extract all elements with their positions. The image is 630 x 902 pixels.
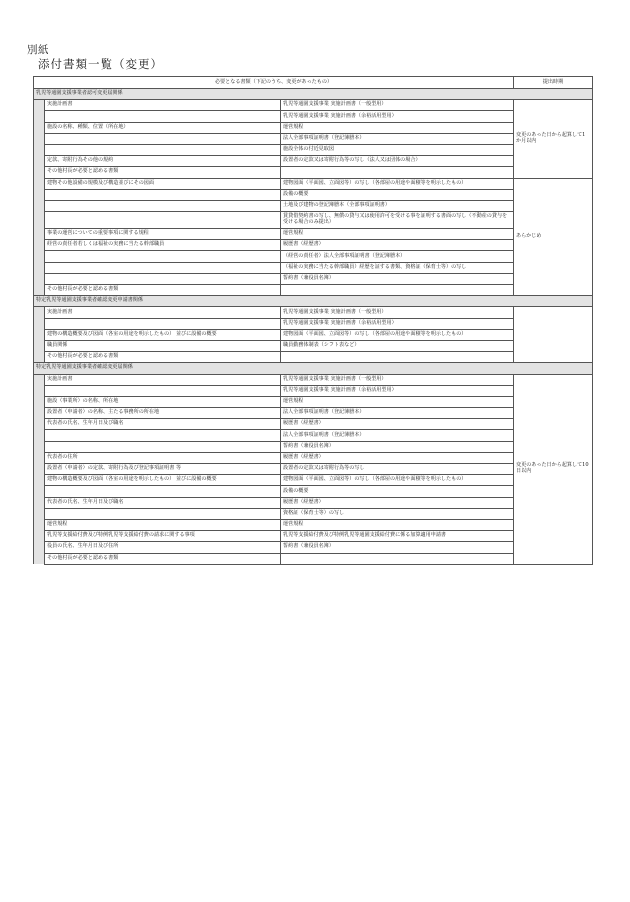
required-item-cell xyxy=(45,133,281,144)
table-row xyxy=(34,508,593,519)
table-row xyxy=(34,497,593,508)
document-cell: （福祉の実務に当たる幹部職員）経歴を証する書類、資格証（保育士等）の写し xyxy=(281,262,514,273)
table-row xyxy=(34,318,593,329)
table-row xyxy=(34,285,593,296)
table-row xyxy=(34,408,593,419)
section-title: 乳児等通園支援事業者認可変更届関係 xyxy=(34,89,593,100)
required-item-cell xyxy=(45,111,281,122)
required-item-cell: 実施計画書 xyxy=(45,307,281,318)
page-title: 添付書類一覧（変更） xyxy=(38,57,163,71)
section-title: 特定乳児等通園支援事業者確認変更届関係 xyxy=(34,363,593,374)
submission-timing-cell: あらかじめ xyxy=(514,178,593,296)
table-row xyxy=(34,212,593,229)
submission-timing-cell: 変更のあった日から起算して10日以内 xyxy=(514,374,593,564)
table-row xyxy=(34,133,593,144)
required-item-cell: 建物の構造概要及び図面（各室の用途を明示したもの） 並びに設備の概要 xyxy=(45,329,281,340)
required-item-cell xyxy=(45,385,281,396)
table-row xyxy=(34,156,593,167)
section-indent xyxy=(34,374,45,564)
table-row xyxy=(34,251,593,262)
document-cell: 誓約書（兼役員名簿） xyxy=(281,441,514,452)
required-item-cell xyxy=(45,200,281,211)
required-item-cell xyxy=(45,144,281,155)
required-item-cell: 代表者の氏名、生年月日及び職名 xyxy=(45,419,281,430)
table-row xyxy=(34,340,593,351)
table-body xyxy=(34,89,593,565)
document-cell: 法人全部事項証明書（登記簿謄本） xyxy=(281,133,514,144)
document-cell: 乳児等通園支援事業 実施計画書（余裕活用型用） xyxy=(281,385,514,396)
required-item-cell: 経営の責任者若しくは福祉の実務に当たる幹部職員 xyxy=(45,240,281,251)
required-item-cell: 建物その他設備の規模及び構造並びにその図面 xyxy=(45,178,281,189)
required-item-cell xyxy=(45,441,281,452)
table-row xyxy=(34,419,593,430)
document-cell: 設置者の定款又は寄附行為等の写し xyxy=(281,464,514,475)
document-cell xyxy=(281,285,514,296)
document-cell: 資格証（保育士等）の写し xyxy=(281,508,514,519)
header-submission-timing: 提出時期 xyxy=(514,77,593,89)
table-row xyxy=(34,262,593,273)
document-cell: 運営規程 xyxy=(281,229,514,240)
section-header-row xyxy=(34,296,593,307)
required-item-cell: 乳児等支援給付費及び特例乳児等支援給付費の請求に関する事項 xyxy=(45,531,281,542)
table-row xyxy=(34,229,593,240)
document-cell: 履歴書（経歴書） xyxy=(281,240,514,251)
table-row xyxy=(34,396,593,407)
document-cell: 履歴書（経歴書） xyxy=(281,452,514,463)
table-row xyxy=(34,374,593,385)
document-cell: 法人全部事項証明書（登記簿謄本） xyxy=(281,430,514,441)
table-row xyxy=(34,430,593,441)
table-row xyxy=(34,111,593,122)
section-indent xyxy=(34,100,45,296)
table-row xyxy=(34,441,593,452)
table-row xyxy=(34,167,593,178)
document-cell: 乳児等通園支援事業 実施計画書（一般型用） xyxy=(281,100,514,111)
required-item-cell: その他村長が必要と認める書類 xyxy=(45,352,281,363)
section-header-row xyxy=(34,363,593,374)
document-cell: 乳児等通園支援事業 実施計画書（一般型用） xyxy=(281,374,514,385)
document-cell: 運営規程 xyxy=(281,519,514,530)
document-cell: 法人全部事項証明書（登記簿謄本） xyxy=(281,408,514,419)
document-cell: 設備の概要 xyxy=(281,486,514,497)
table-row xyxy=(34,486,593,497)
table-row xyxy=(34,240,593,251)
document-cell: 運営規程 xyxy=(281,396,514,407)
required-item-cell xyxy=(45,189,281,200)
document-cell: 誓約書（兼役員名簿） xyxy=(281,542,514,553)
table-row xyxy=(34,531,593,542)
document-cell: 設置者の定款又は寄附行為等の写し（法人又は団体の場合） xyxy=(281,156,514,167)
table-header-row xyxy=(34,77,593,89)
required-item-cell: 設置者（申請者）の名称、主たる事務所の所在地 xyxy=(45,408,281,419)
required-item-cell: 実施計画書 xyxy=(45,100,281,111)
table-row xyxy=(34,385,593,396)
table-row xyxy=(34,475,593,486)
required-item-cell xyxy=(45,251,281,262)
table-row xyxy=(34,122,593,133)
document-cell: 職員勤務体制表（シフト表など） xyxy=(281,340,514,351)
required-item-cell xyxy=(45,508,281,519)
table-row xyxy=(34,273,593,284)
document-cell: 履歴書（経歴書） xyxy=(281,497,514,508)
required-item-cell xyxy=(45,430,281,441)
section-indent xyxy=(34,307,45,363)
required-item-cell: 施設（事業所）の名称、所在地 xyxy=(45,396,281,407)
document-cell: 施設全体の付近見取図 xyxy=(281,144,514,155)
document-cell xyxy=(281,167,514,178)
table-row xyxy=(34,352,593,363)
required-item-cell: 職員関係 xyxy=(45,340,281,351)
required-item-cell: その他村長が必要と認める書類 xyxy=(45,167,281,178)
submission-timing-cell xyxy=(514,307,593,363)
document-cell: 運営規程 xyxy=(281,122,514,133)
required-item-cell: 建物の構造概要及び図面（各室の用途を明示したもの） 並びに設備の概要 xyxy=(45,475,281,486)
document-cell xyxy=(281,352,514,363)
required-item-cell: 役員の氏名、生年月日及び住所 xyxy=(45,542,281,553)
document-cell: 履歴書（経歴書） xyxy=(281,419,514,430)
document-cell xyxy=(281,553,514,564)
table-row xyxy=(34,452,593,463)
document-cell: 乳児等通園支援事業 実施計画書（余裕活用型用） xyxy=(281,111,514,122)
table-row xyxy=(34,100,593,111)
required-item-cell: 運営規程 xyxy=(45,519,281,530)
header-required-documents: 必要となる書類（下記のうち、変更があったもの） xyxy=(34,77,514,89)
required-item-cell: その他村長が必要と認める書類 xyxy=(45,553,281,564)
required-item-cell xyxy=(45,486,281,497)
required-item-cell: 代表者の氏名、生年月日及び職名 xyxy=(45,497,281,508)
table-row xyxy=(34,542,593,553)
required-item-cell xyxy=(45,318,281,329)
required-item-cell xyxy=(45,273,281,284)
required-item-cell: 設置者（申請者）の定款、寄附行為及び登記事項証明書 等 xyxy=(45,464,281,475)
table-row xyxy=(34,519,593,530)
document-cell: 建物図面（平面図、立面図等）の写し（各部屋の用途や面積等を明示したもの） xyxy=(281,329,514,340)
attachment-label: 別紙 xyxy=(27,44,49,56)
document-cell: 建物図面（平面図、立面図等）の写し（各部屋の用途や面積等を明示したもの） xyxy=(281,178,514,189)
required-item-cell xyxy=(45,212,281,229)
document-cell: 乳児等通園支援事業 実施計画書（余裕活用型用） xyxy=(281,318,514,329)
table-row xyxy=(34,200,593,211)
required-item-cell: 定款、寄附行為その他の規約 xyxy=(45,156,281,167)
table-row xyxy=(34,307,593,318)
table-row xyxy=(34,189,593,200)
attachment-documents-table xyxy=(33,76,593,565)
required-item-cell: 事業の運営についての重要事項に関する規程 xyxy=(45,229,281,240)
section-header-row xyxy=(34,89,593,100)
required-item-cell: 実施計画書 xyxy=(45,374,281,385)
table-row xyxy=(34,144,593,155)
required-item-cell: その他村長が必要と認める書類 xyxy=(45,285,281,296)
table-row xyxy=(34,464,593,475)
document-cell: 誓約書（兼役員名簿） xyxy=(281,273,514,284)
table-row xyxy=(34,329,593,340)
document-cell: 設備の概要 xyxy=(281,189,514,200)
submission-timing-cell: 変更のあった日から起算して1か月以内 xyxy=(514,100,593,178)
table-row xyxy=(34,178,593,189)
required-item-cell xyxy=(45,262,281,273)
document-cell: 乳児等支援給付費及び特例乳児等通園支援給付費に係る加算適用申請書 xyxy=(281,531,514,542)
document-cell: 土地及び建物の登記簿謄本（全部事項証明書） xyxy=(281,200,514,211)
required-item-cell: 代表者の住所 xyxy=(45,452,281,463)
required-item-cell: 施設の名称、種類、位置（所在地） xyxy=(45,122,281,133)
table-row xyxy=(34,553,593,564)
document-cell: 賃貸借契約書の写し、無償の貸与又は使用許可を受ける事を証明する書面の写し（不動産の貸与を受ける場合のみ提出） xyxy=(281,212,514,229)
document-cell: 建物図面（平面図、立面図等）の写し（各部屋の用途や面積等を明示したもの） xyxy=(281,475,514,486)
section-title: 特定乳児等通園支援事業者確認変更申請書関係 xyxy=(34,296,593,307)
document-cell: 乳児等通園支援事業 実施計画書（一般型用） xyxy=(281,307,514,318)
document-cell: （経営の責任者）法人全部事項証明書（登記簿謄本） xyxy=(281,251,514,262)
